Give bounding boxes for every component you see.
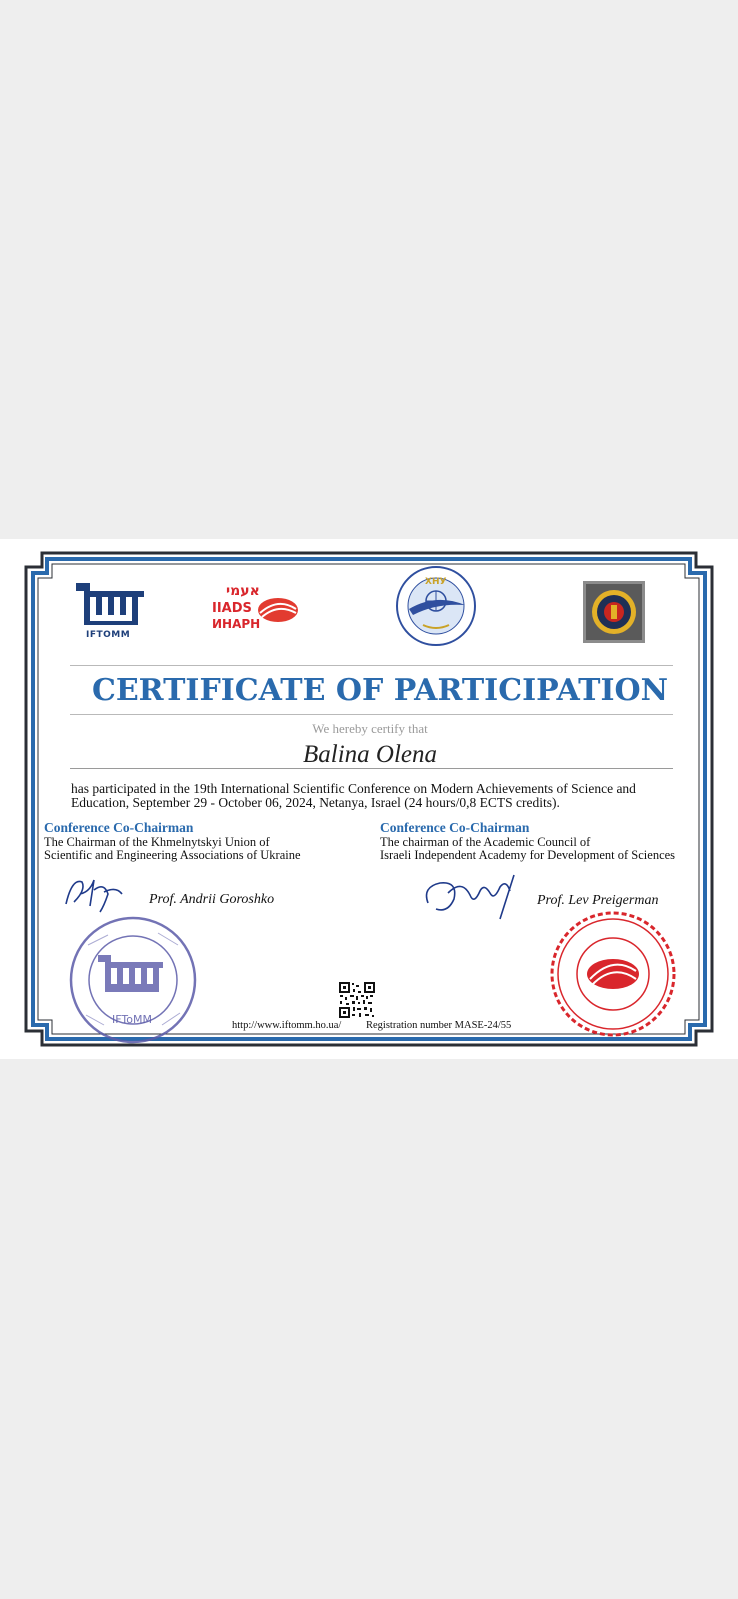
iftomm-logo-label: IFTOMM (86, 630, 131, 640)
title-bottom-rule (70, 714, 673, 715)
certificate (0, 539, 738, 1059)
signatory-right-affiliation-line1: The chairman of the Academic Council of (380, 835, 591, 849)
iiads-swoosh-icon (256, 595, 300, 625)
iftomm-emblem-icon (74, 581, 148, 631)
recipient-underline (70, 768, 673, 769)
iftomm-logo (74, 581, 148, 643)
title-top-rule (70, 665, 673, 666)
signature-right (418, 869, 528, 923)
gear-emblem-icon (583, 581, 645, 643)
signatory-left-affiliation-line2: Scientific and Engineering Associations of Ukraine (44, 848, 301, 862)
iiads-cyrillic-text: ИНАРН (212, 617, 261, 631)
participation-statement: has participated in the 19th International Scientific Conference on Modern Achievements of Science and Education, September 29 - October 06, 2024, Netanya, Israel (24 hours/0,8 ECTS credits). (71, 781, 636, 810)
signatory-right-name: Prof. Lev Preigerman (537, 893, 659, 908)
khnu-logo (395, 565, 477, 647)
iftomm-stamp-label: IFToMM (112, 1013, 152, 1026)
signature-left (60, 872, 130, 916)
academy-stamp (548, 909, 678, 1039)
iiads-hebrew-text: אעמי (226, 583, 260, 599)
certify-line: We hereby certify that (312, 721, 428, 736)
khnu-initials: ХНУ (425, 577, 447, 587)
iiads-logo (210, 583, 300, 637)
signatory-right-role: Conference Co-Chairman (380, 820, 530, 835)
signatory-left-role: Conference Co-Chairman (44, 820, 194, 835)
qr-code[interactable] (338, 981, 376, 1019)
iiads-latin-text: IIADS (212, 601, 252, 616)
signatory-right-affiliation-line2: Israeli Independent Academy for Development of Sciences (380, 848, 676, 862)
footer-registration-number: Registration number MASE-24/55 (366, 1020, 512, 1031)
footer-url[interactable]: http://www.iftomm.ho.ua/ (232, 1020, 342, 1031)
certificate-title: CERTIFICATE OF PARTICIPATION (91, 673, 669, 708)
recipient-name: Balina Olena (302, 741, 437, 768)
union-emblem-logo (583, 581, 645, 643)
signatory-left-affiliation-line1: The Chairman of the Khmelnytskyi Union of (44, 835, 270, 849)
signatory-left-name: Prof. Andrii Goroshko (149, 892, 275, 907)
